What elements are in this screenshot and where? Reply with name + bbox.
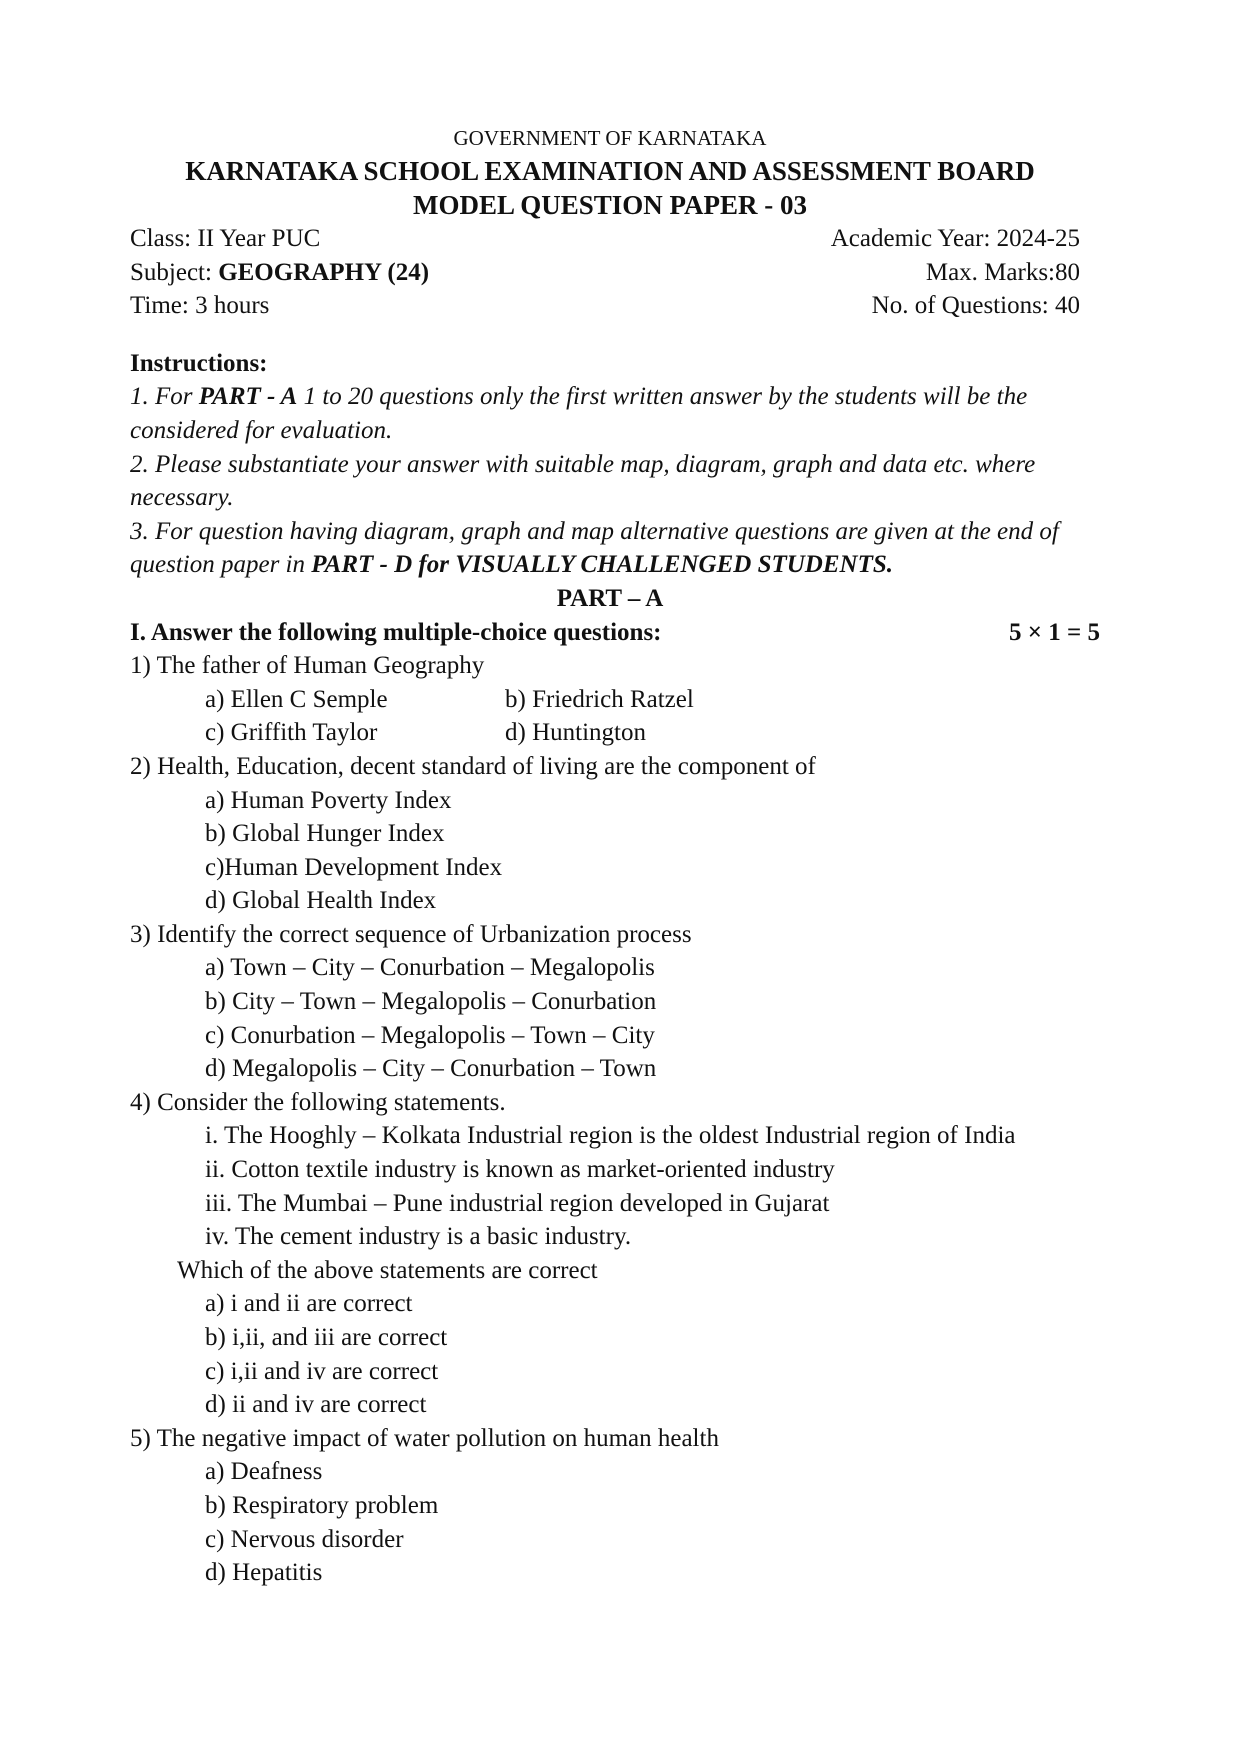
number-of-questions: No. of Questions: 40 [871,292,1080,320]
statement-3: iii. The Mumbai – Pune industrial region developed in Gujarat [205,1189,830,1217]
meta-row-class [130,222,1080,256]
meta-row-time [130,289,1080,323]
option-a: a) Ellen C Semple [205,685,388,713]
subject-prefix: Subject: [130,258,219,286]
instructions-heading: Instructions: [130,349,268,377]
section-heading: I. Answer the following multiple-choice questions: [130,618,662,646]
question-4: 4) Consider the following statements. [130,1088,506,1116]
time: Time: 3 hours [130,292,270,320]
option-c: c)Human Development Index [205,853,503,881]
question-4-ask: Which of the above statements are correct [177,1256,598,1284]
question-1: 1) The father of Human Geography [130,652,485,680]
max-marks: Max. Marks:80 [925,258,1080,286]
option-c: c) Conurbation – Megalopolis – Town – City [205,1021,655,1049]
subject-value: GEOGRAPHY (24) [218,258,430,286]
instruction-1-bold: PART - A [198,383,298,411]
question-paper-page [130,122,1100,1590]
question-1-options [130,683,1090,750]
instruction-1 [130,380,1090,447]
instruction-2: 2. Please substantiate your answer with suitable map, diagram, graph and data etc. where necessary. [130,450,1036,512]
section-marks: 5 × 1 = 5 [1009,618,1100,646]
option-d: d) Huntington [505,719,646,747]
statement-4: iv. The cement industry is a basic industry. [205,1223,632,1251]
option-a: a) Deafness [205,1458,323,1486]
option-a: a) Human Poverty Index [205,786,452,814]
part-a-title: PART – A [556,584,664,612]
paper-title: MODEL QUESTION PAPER - 03 [412,190,808,220]
option-c: c) Nervous disorder [205,1525,404,1553]
meta-row-subject [130,256,1080,290]
instruction-1-pre: 1. For [130,383,199,411]
option-b: b) Respiratory problem [205,1491,439,1519]
option-b: b) Friedrich Ratzel [505,685,694,713]
option-d: d) ii and iv are correct [205,1391,427,1419]
academic-year: Academic Year: 2024-25 [830,225,1080,252]
question-2: 2) Health, Education, decent standard of living are the component of [130,752,816,780]
instruction-3-bold: PART - D for VISUALLY CHALLENGED STUDENTS. [311,551,894,579]
statement-1: i. The Hooghly – Kolkata Industrial region is the oldest Industrial region of India [205,1122,1016,1150]
option-b: b) Global Hunger Index [205,820,445,848]
instruction-3-pre: 3. For question having diagram, graph and map alternative questions are given at the end of question paper in [130,517,1059,579]
section-heading-row [130,616,1100,650]
option-b: b) City – Town – Megalopolis – Conurbation [205,988,657,1016]
instruction-3 [130,515,1090,582]
statement-2: ii. Cotton textile industry is known as market-oriented industry [205,1156,835,1184]
option-b: b) i,ii, and iii are correct [205,1324,448,1351]
option-c: c) i,ii and iv are correct [205,1357,439,1385]
question-5: 5) The negative impact of water pollution on human health [130,1424,719,1452]
option-c: c) Griffith Taylor [205,719,378,747]
class-label: Class: II Year PUC [130,225,321,252]
government-heading: GOVERNMENT OF KARNATAKA [453,126,767,150]
board-title: KARNATAKA SCHOOL EXAMINATION AND ASSESSMENT BOARD [185,156,1035,186]
option-d: d) Global Health Index [205,887,437,915]
option-d: d) Megalopolis – City – Conurbation – Town [205,1055,657,1083]
subject [130,256,429,290]
question-3: 3) Identify the correct sequence of Urbanization process [130,920,692,948]
option-a: a) Town – City – Conurbation – Megalopolis [205,954,655,982]
option-d: d) Hepatitis [205,1559,323,1587]
option-a: a) i and ii are correct [205,1290,413,1318]
instruction-1-post: 1 to 20 questions only the first written answer by the students will be the considered for evaluation. [130,383,1028,444]
